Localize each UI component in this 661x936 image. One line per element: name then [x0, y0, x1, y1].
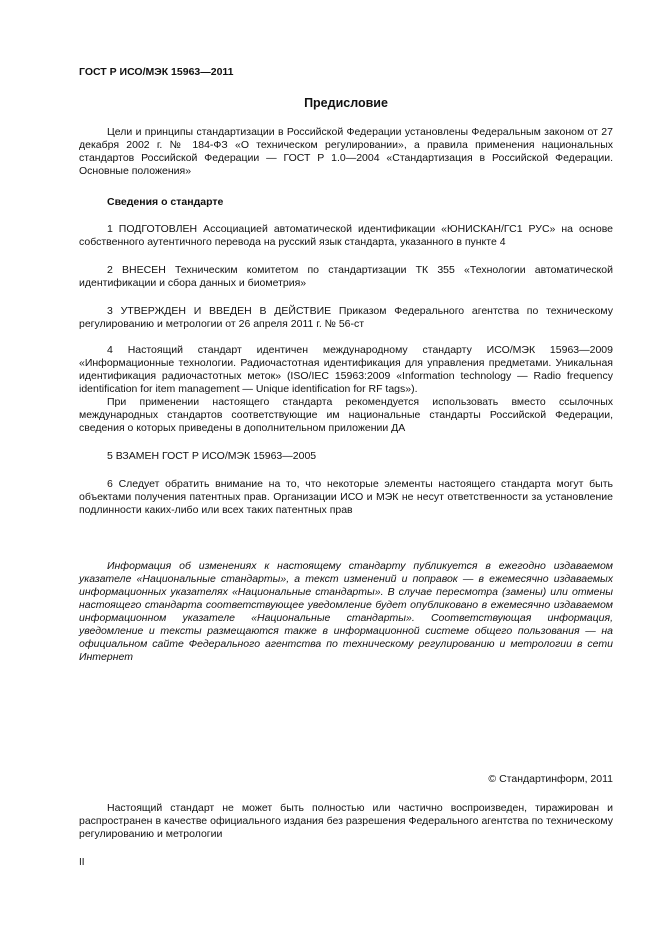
item-3-section	[79, 305, 613, 331]
document-code-header: ГОСТ Р ИСО/МЭК 15963—2011	[79, 66, 234, 78]
intro-paragraph: Цели и принципы стандартизации в Российской Федерации установлены Федеральным законом от 27 декабря 2002 г. № 184-ФЗ «О техническом регулировании», а правила применения национальных стандартов Российской Федерации — ГОСТ Р 1.0—2004 «Стандартизация в Российской Федерации. Основные положения»	[79, 126, 613, 177]
item-3-paragraph: 3 УТВЕРЖДЕН И ВВЕДЕН В ДЕЙСТВИЕ Приказом Федерального агентства по техническому регулированию и метрологии от 26 апреля 2011 г. № 56-ст	[79, 305, 613, 330]
reproduction-section	[79, 802, 613, 841]
item-1-section	[79, 223, 613, 249]
standard-info-heading: Сведения о стандарте	[107, 196, 224, 208]
copyright-line: © Стандартинформ, 2011	[488, 773, 613, 785]
item-6-paragraph: 6 Следует обратить внимание на то, что некоторые элементы настоящего стандарта могут быть объектами получения патентных прав. Организации ИСО и МЭК не несут ответственности за установление подлинности каких-либо или всех таких патентных прав	[79, 478, 613, 516]
item-5-paragraph: 5 ВЗАМЕН ГОСТ Р ИСО/МЭК 15963—2005	[107, 450, 317, 462]
item-4-note-paragraph: При применении настоящего стандарта рекомендуется использовать вместо ссылочных международных стандартов соответствующие им национальные стандарты Российской Федерации, сведения о которых приведены в дополнительном приложении ДА	[79, 396, 613, 434]
item-6-section	[79, 478, 613, 517]
item-2-paragraph: 2 ВНЕСЕН Техническим комитетом по стандартизации ТК 355 «Технологии автоматической идентификации и сбора данных и биометрия»	[79, 264, 613, 289]
item-2-section	[79, 264, 613, 290]
reproduction-paragraph: Настоящий стандарт не может быть полностью или частично воспроизведен, тиражирован и распространен в качестве официального издания без разрешения Федерального агентства по техническому регулированию и метрологии	[79, 802, 613, 840]
item-5-section	[79, 450, 613, 463]
intro-section	[79, 126, 613, 178]
page-number: II	[79, 857, 85, 868]
page-title: Предисловие	[304, 96, 388, 110]
item-4-section	[79, 344, 613, 435]
item-4-paragraph: 4 Настоящий стандарт идентичен международному стандарту ИСО/МЭК 15963—2009 «Информационные технологии. Радиочастотная идентификация для управления предметами. Уникальная идентификация радиочастотных меток» (ISO/IEC 15963:2009 «Information technology — Radio frequency identification for item management — Unique identification for RF tags»).	[79, 344, 613, 395]
changes-notice-section	[79, 560, 613, 664]
item-1-paragraph: 1 ПОДГОТОВЛЕН Ассоциацией автоматической идентификации «ЮНИСКАН/ГС1 РУС» на основе собственного аутентичного перевода на русский язык стандарта, указанного в пункте 4	[79, 223, 613, 248]
changes-notice-paragraph: Информация об изменениях к настоящему стандарту публикуется в ежегодно издаваемом указателе «Национальные стандарты», а текст изменений и поправок — в ежемесячно издаваемых информационных указателях «Национальные стандарты». В случае пересмотра (замены) или отмены настоящего стандарта соответствующее уведомление будет опубликовано в ежемесячно издаваемом информационном указателе «Национальные стандарты». Соответствующая информация, уведомление и тексты размещаются также в информационной системе общего пользования — на официальном сайте Федерального агентства по техническому регулированию и метрологии в сети Интернет	[79, 560, 613, 663]
